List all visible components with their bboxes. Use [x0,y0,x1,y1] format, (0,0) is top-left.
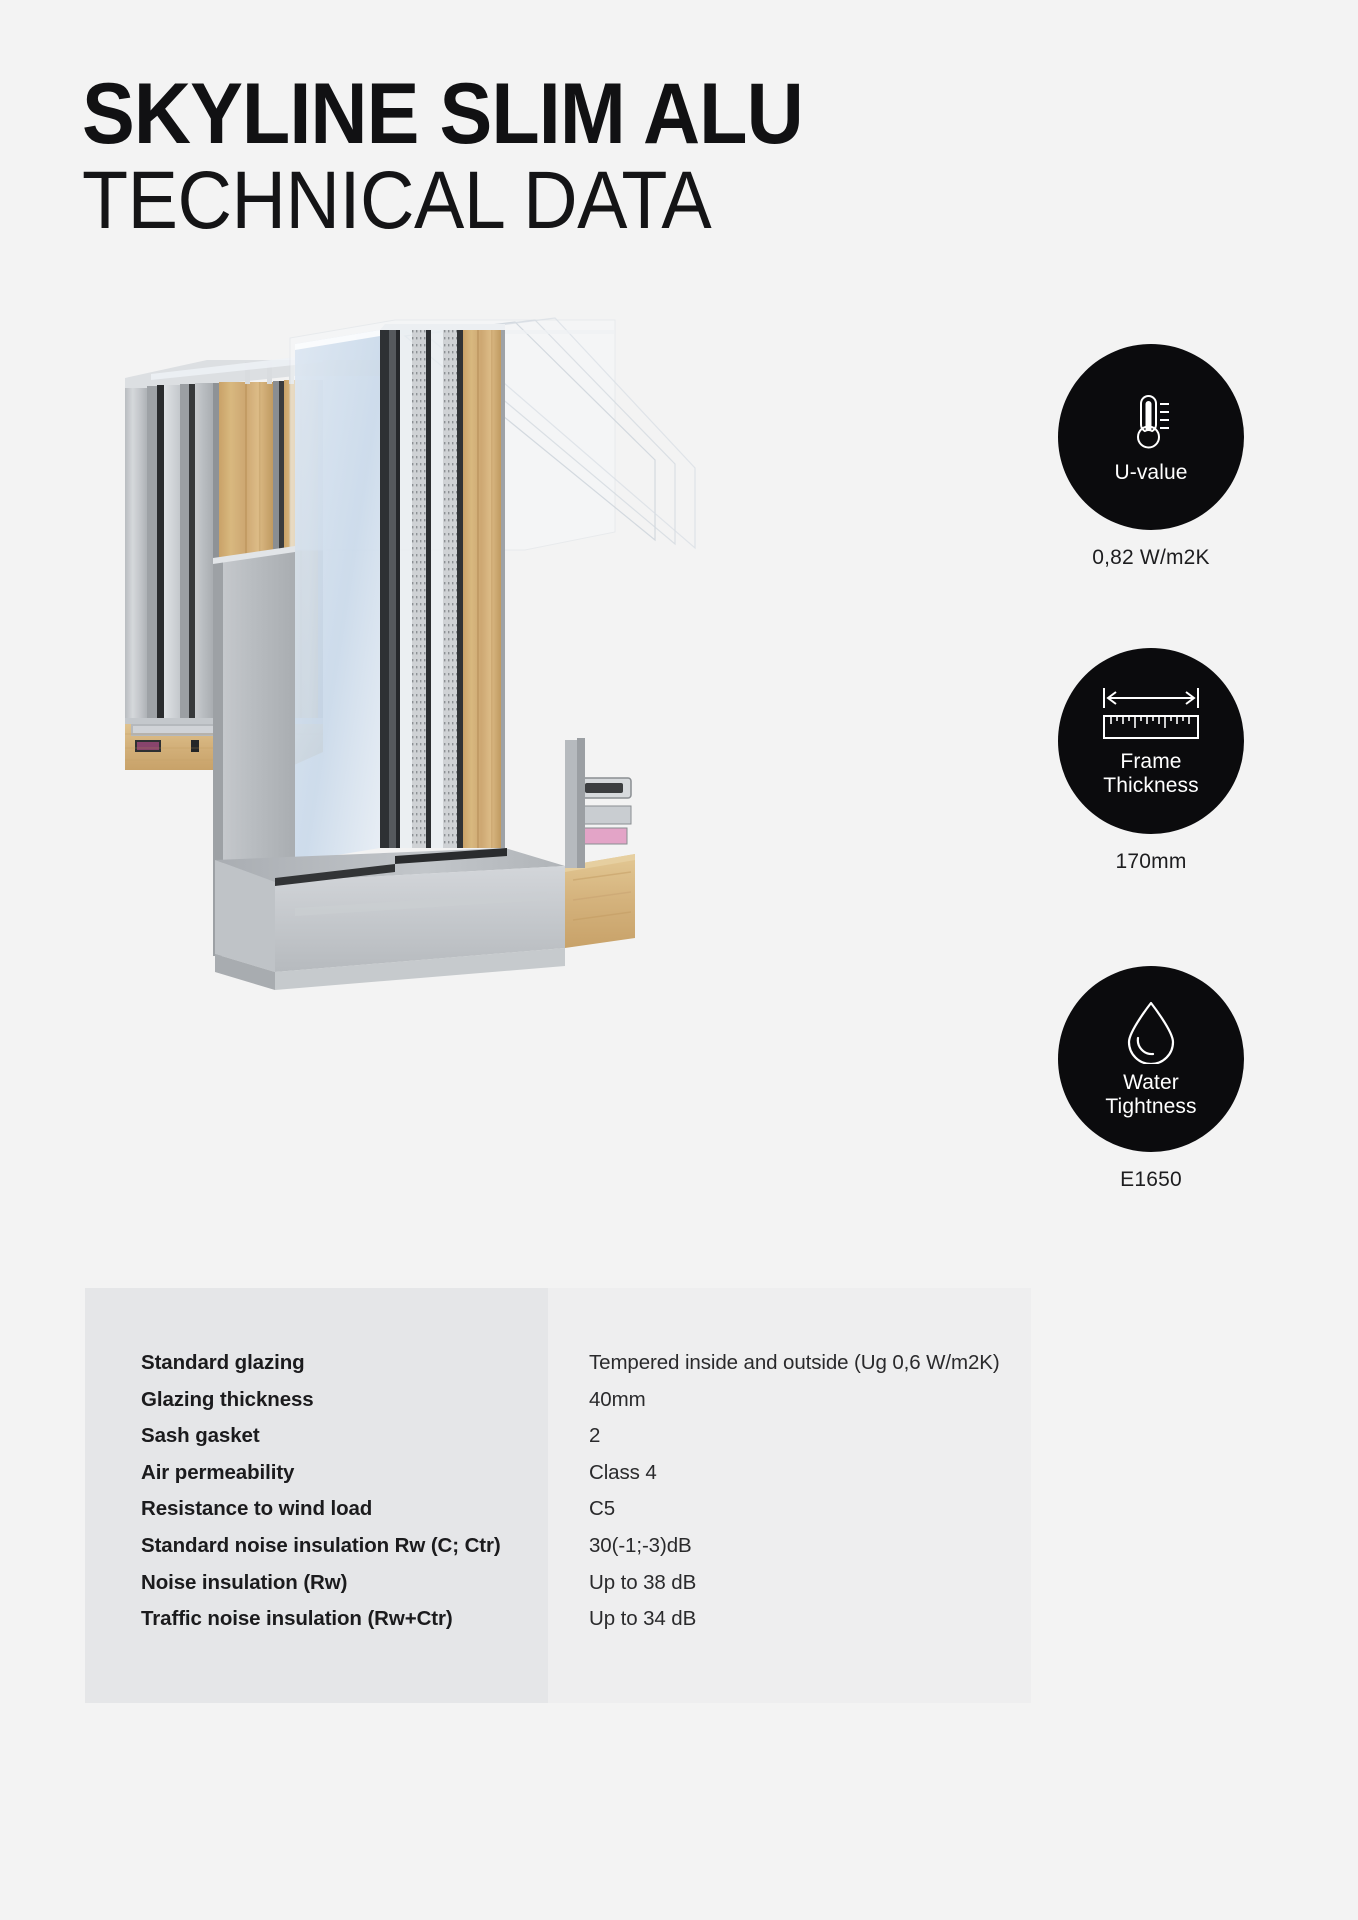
table-row-label: Sash gasket [141,1424,260,1448]
badge-u-value [1058,344,1244,570]
badge-water-tightness-value: E1650 [1120,1168,1182,1191]
table-row-value: Up to 38 dB [589,1570,697,1594]
table-row-label: Resistance to wind load [141,1497,373,1521]
product-render-image [95,300,735,1000]
page-title-primary: SKYLINE SLIM ALU [82,66,803,162]
badge-u-value-value: 0,82 W/m2K [1092,546,1210,569]
table-row-value: Up to 34 dB [589,1607,697,1631]
badge-water-tightness-circle [1058,966,1244,1152]
badge-water-tightness-label-line1: Water [1123,1071,1179,1095]
badge-frame-thickness-value: 170mm [1115,850,1187,873]
specification-label-column [85,1288,548,1703]
table-row-label: Air permeability [141,1460,295,1484]
badge-water-tightness-label-line2: Tightness [1105,1095,1197,1118]
table-row-value: 40mm [589,1387,646,1411]
thermometer-icon [1121,389,1181,455]
page-title [82,66,982,247]
table-row-value: Class 4 [589,1460,657,1484]
specification-table [85,1288,1031,1703]
table-row-value: 2 [589,1424,601,1448]
badge-frame-thickness-label-line2: Thickness [1103,774,1199,797]
table-row-label: Standard noise insulation Rw (C; Ctr) [141,1533,501,1557]
badge-water-tightness [1058,966,1244,1192]
badge-frame-thickness-circle [1058,648,1244,834]
badge-u-value-circle [1058,344,1244,530]
table-row-label: Standard glazing [141,1351,305,1374]
ruler-icon [1099,684,1203,744]
badge-u-value-label: U-value [1114,461,1188,485]
table-row-label: Noise insulation (Rw) [141,1570,348,1594]
badge-frame-thickness-label [1093,750,1208,797]
table-row-value: C5 [589,1497,616,1521]
badge-frame-thickness-label-line1: Frame [1120,750,1182,774]
badge-water-tightness-label [1095,1071,1206,1118]
water-drop-icon [1122,999,1180,1065]
table-row-label: Glazing thickness [141,1387,314,1411]
page-title-secondary: TECHNICAL DATA [82,155,712,247]
table-row-value: Tempered inside and outside (Ug 0,6 W/m2K) [589,1351,1000,1374]
table-row-label: Traffic noise insulation (Rw+Ctr) [141,1607,453,1631]
table-row-value: 30(-1;-3)dB [589,1533,692,1557]
specification-value-column [548,1288,1031,1703]
badge-frame-thickness [1058,648,1244,874]
